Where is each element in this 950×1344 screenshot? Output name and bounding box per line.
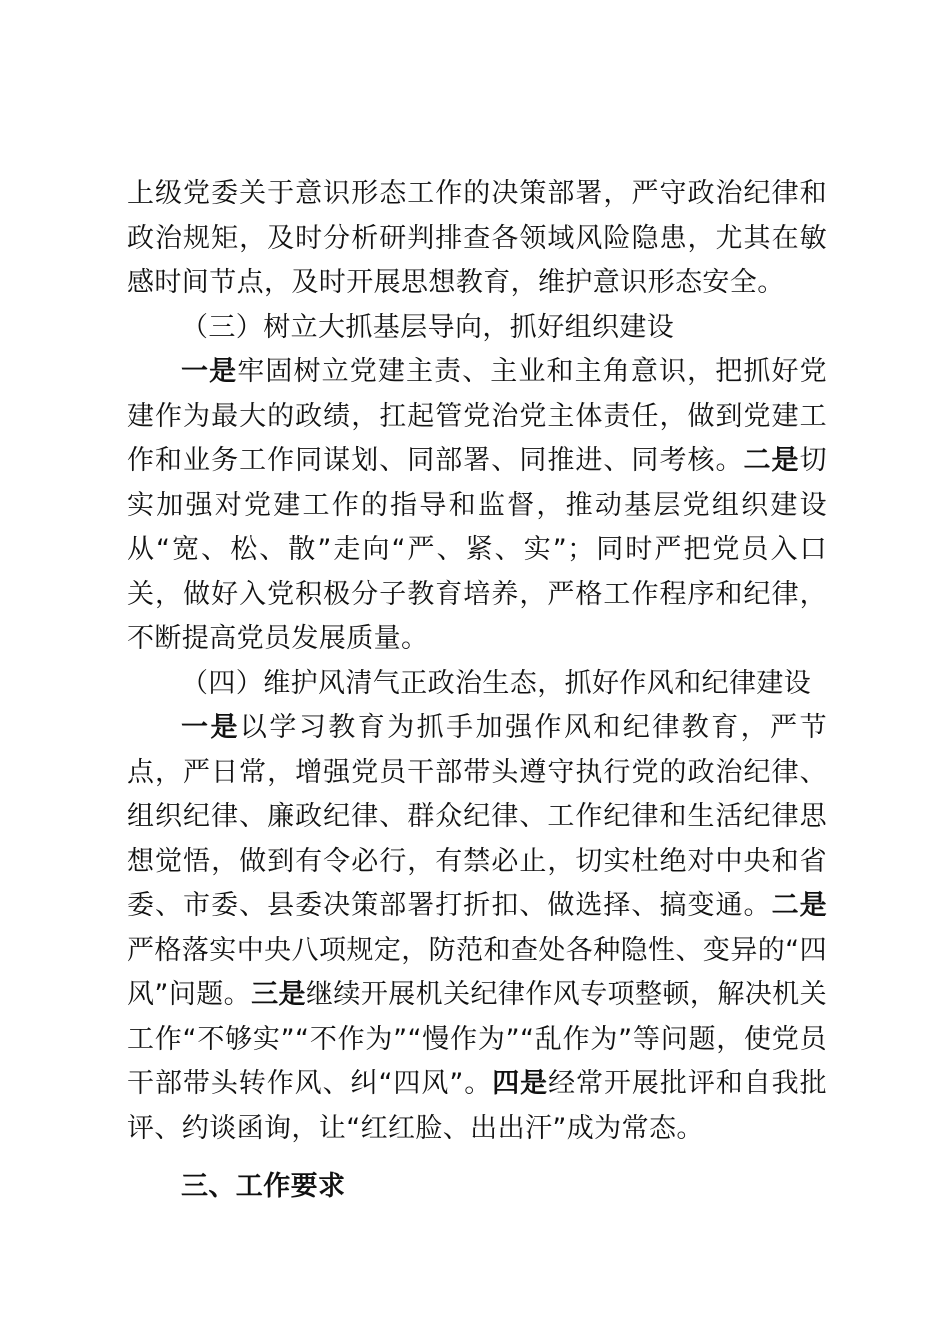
subheading-three: （三）树立大抓基层导向，抓好组织建设 <box>181 311 675 343</box>
paragraph-text: 切实加强对党建工作的指导和监督，推动基层党组织建设从“宽、松、散”走向“严、紧、实”；同时严把党员入口关，做好入党积极分子教育培养，严格工作程序和纪律，不断提高党员发展质量。 <box>127 445 827 654</box>
marker-second: 二是 <box>771 890 827 921</box>
marker-third: 三是 <box>251 979 306 1010</box>
marker-first: 一是 <box>181 712 240 743</box>
marker-fourth: 四是 <box>492 1068 549 1099</box>
paragraph-text: 以学习教育为抓手加强作风和纪律教育，严节点，严日常，增强党员干部带头遵守执行党的政治纪律、组织纪律、廉政纪律、群众纪律、工作纪律和生活纪律思想觉悟，做到有令必行，有禁必止，切实杜绝对中央和省委、市委、县委决策部署打折扣、做选择、搞变通。 <box>127 712 827 921</box>
marker-first: 一是 <box>181 356 238 387</box>
continuation-paragraph <box>127 172 827 306</box>
marker-second: 二是 <box>743 445 800 476</box>
document-body <box>127 172 827 1210</box>
paragraph-text: 经常开展批评和自我批评、约谈函询，让“红红脸、出出汗”成为常态。 <box>127 1068 827 1144</box>
paragraph-discipline-building <box>127 706 827 1151</box>
paragraph-text: 牢固树立党建主责、主业和主角意识，把抓好党建作为最大的政绩，扛起管党治党主体责任，做到党建工作和业务工作同谋划、同部署、同推进、同考核。 <box>127 356 827 476</box>
paragraph-organization-building <box>127 350 827 662</box>
section-three-heading: 三、工作要求 <box>181 1171 346 1202</box>
paragraph-text: 严格落实中央八项规定，防范和查处各种隐性、变异的“四风”问题。 <box>127 934 827 1010</box>
continuation-text: 上级党委关于意识形态工作的决策部署，严守政治纪律和政治规矩，及时分析研判排查各领域风险隐患，尤其在敏感时间节点，及时开展思想教育，维护意识形态安全。 <box>127 178 827 298</box>
subheading-four: （四）维护风清气正政治生态，抓好作风和纪律建设 <box>181 667 812 699</box>
paragraph-text: 继续开展机关纪律作风专项整顿，解决机关工作“不够实”“不作为”“慢作为”“乱作为”等问题，使党员干部带头转作风、纠“四风”。 <box>127 979 827 1099</box>
